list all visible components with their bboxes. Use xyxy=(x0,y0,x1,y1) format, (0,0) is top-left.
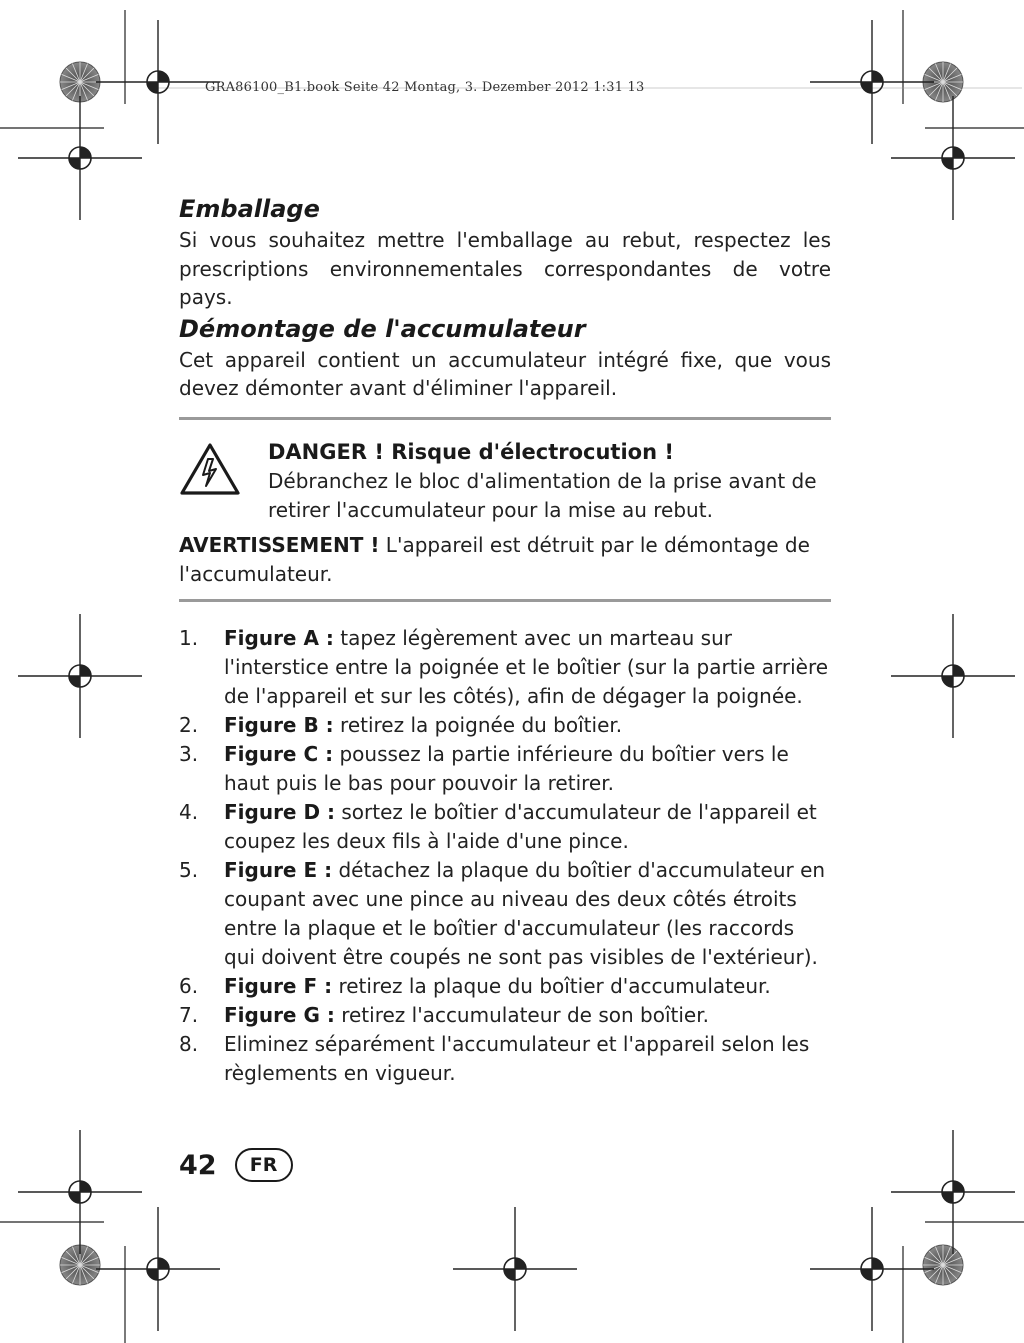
step-label: Figure E : xyxy=(224,857,333,882)
danger-text: Débranchez le bloc d'alimentation de la prise avant de retirer l'accumulateur pour la mise au rebut. xyxy=(268,468,817,522)
step-label: Figure A : xyxy=(224,625,334,650)
list-item xyxy=(179,740,831,798)
step-number: 4. xyxy=(179,799,199,824)
battery-removal-text: Cet appareil contient un accumulateur intégré fixe, que vous devez démonter avant d'éliminer l'appareil. xyxy=(179,347,831,400)
language-badge: FR xyxy=(235,1148,293,1182)
divider-bottom xyxy=(179,599,831,602)
step-text: tapez légèrement avec un marteau sur l'interstice entre la poignée et le boîtier (sur la partie arrière de l'appareil et sur les côtés), afin de dégager la poignée. xyxy=(224,625,829,708)
warning-text: L'appareil est détruit par le démontage de l'accumulateur. xyxy=(179,532,810,586)
warning-paragraph xyxy=(179,531,831,589)
step-text: retirez la plaque du boîtier d'accumulateur. xyxy=(332,973,771,998)
list-item xyxy=(179,856,831,972)
step-text: sortez le boîtier d'accumulateur de l'appareil et coupez les deux fils à l'aide d'une pince. xyxy=(224,799,817,853)
step-number: 8. xyxy=(179,1031,199,1056)
step-number: 1. xyxy=(179,625,199,650)
step-number: 2. xyxy=(179,712,199,737)
electric-shock-warning-icon xyxy=(179,442,241,496)
step-text: Eliminez séparément l'accumulateur et l'appareil selon les règlements en vigueur. xyxy=(224,1031,810,1085)
step-text: retirez la poignée du boîtier. xyxy=(333,712,623,737)
packaging-text: Si vous souhaitez mettre l'emballage au rebut, respectez les prescriptions environnementales correspondantes de votre pays. xyxy=(179,228,831,309)
list-item xyxy=(179,1001,831,1030)
list-item xyxy=(179,711,831,740)
main-content xyxy=(179,192,831,1088)
print-header: GRA86100_B1.book Seite 42 Montag, 3. Dezember 2012 1:31 13 xyxy=(205,80,645,95)
disassembly-steps xyxy=(179,624,831,1088)
warning-label: AVERTISSEMENT ! xyxy=(179,532,380,557)
step-text: poussez la partie inférieure du boîtier vers le haut puis le bas pour pouvoir la retirer. xyxy=(224,741,789,795)
list-item xyxy=(179,624,831,711)
page-footer xyxy=(179,1148,293,1182)
step-label: Figure B : xyxy=(224,712,334,737)
step-number: 6. xyxy=(179,973,199,998)
list-item xyxy=(179,798,831,856)
section-title-battery-removal: Démontage de l'accumulateur xyxy=(179,314,586,343)
section-title-packaging: Emballage xyxy=(179,195,320,223)
step-label: Figure G : xyxy=(224,1002,335,1027)
step-text: retirez l'accumulateur de son boîtier. xyxy=(334,1002,709,1027)
step-number: 5. xyxy=(179,857,199,882)
step-number: 3. xyxy=(179,741,199,766)
step-text: détachez la plaque du boîtier d'accumulateur en coupant avec une pince au niveau des deux côtés étroits entre la plaque et le boîtier d'accumulateur (les raccords qui doivent être coupés ne sont pas visibles de l'extérieur). xyxy=(224,857,826,969)
divider-top xyxy=(179,417,831,420)
step-label: Figure F : xyxy=(224,973,333,998)
danger-title: DANGER ! Risque d'électrocution ! xyxy=(268,439,674,464)
list-item xyxy=(179,1030,831,1088)
list-item xyxy=(179,972,831,1001)
step-label: Figure D : xyxy=(224,799,336,824)
danger-box xyxy=(179,438,831,525)
page-number: 42 xyxy=(179,1149,217,1181)
step-label: Figure C : xyxy=(224,741,334,766)
step-number: 7. xyxy=(179,1002,199,1027)
